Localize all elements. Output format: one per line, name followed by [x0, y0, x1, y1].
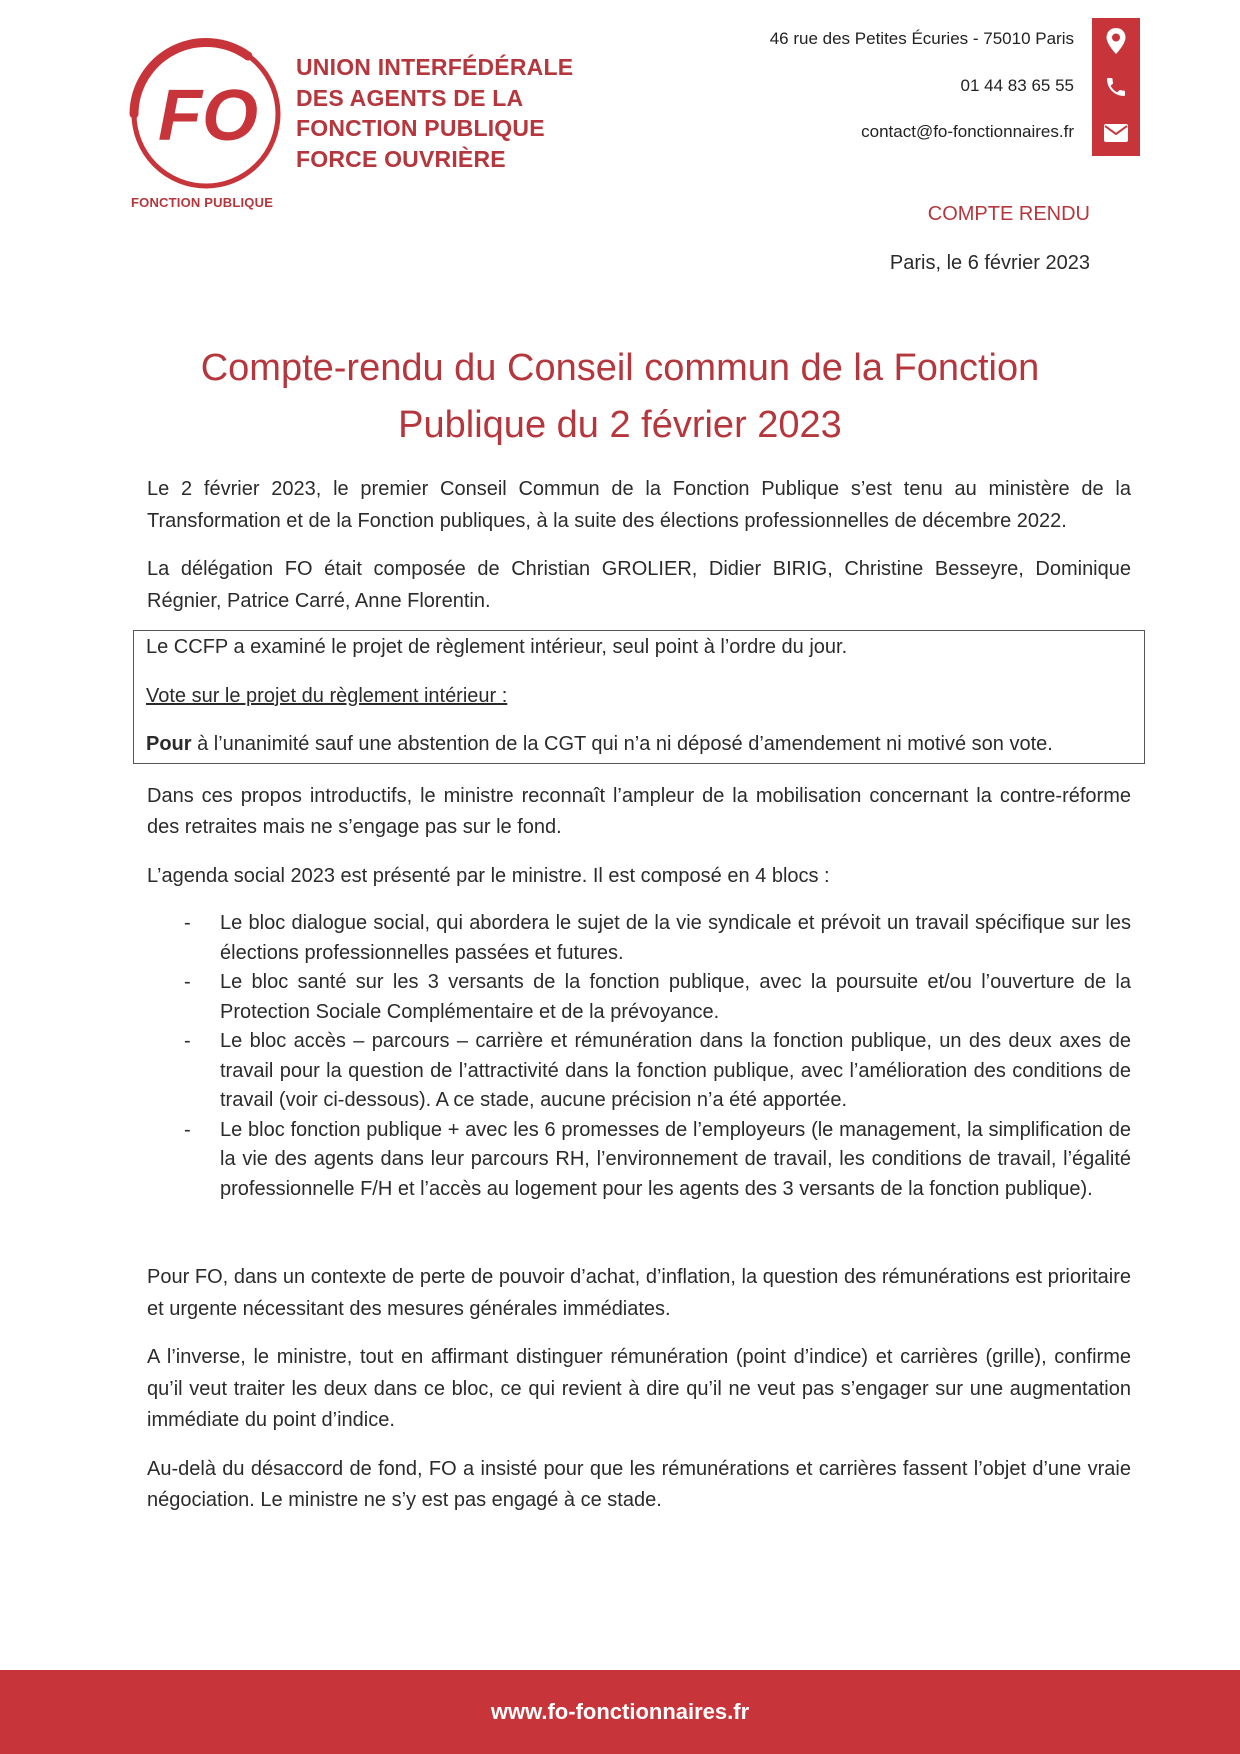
paragraph: Dans ces propos introductifs, le ministre reconnaît l’ampleur de la mobilisation concernant la contre-réforme des retraites mais ne s’engage pas sur le fond.	[147, 784, 1131, 838]
list-item	[147, 1027, 1131, 1116]
list-item-text: Le bloc accès – parcours – carrière et rémunération dans la fonction publique, un des deux axes de travail pour la question de l’attractivité dans la fonction publique, avec l’amélioration des conditions de travail (voir ci-dessous). A ce stade, aucune précision n’a été apportée.	[220, 1030, 1131, 1111]
list-item-text: Le bloc santé sur les 3 versants de la fonction publique, avec la poursuite et/ou l’ouverture de la Protection Sociale Complémentaire et de la prévoyance.	[220, 971, 1131, 1023]
org-name-line: FORCE OUVRIÈRE	[296, 145, 506, 172]
vote-heading-text: Vote sur le projet du règlement intérieur :	[146, 684, 508, 707]
bullet-dash: -	[184, 1118, 191, 1141]
paragraph: Au-delà du désaccord de fond, FO a insisté pour que les rémunérations et carrières fassent l’objet d’une vraie négociation. Le ministre ne s’y est pas engagé à ce stade.	[147, 1457, 1131, 1511]
fo-logo	[128, 36, 284, 192]
paragraph: Pour FO, dans un contexte de perte de pouvoir d’achat, d’inflation, la question des rémunérations est prioritaire et urgente nécessitant des mesures générales immédiates.	[147, 1266, 1131, 1320]
org-name	[296, 52, 626, 174]
document-date: Paris, le 6 février 2023	[889, 252, 1090, 274]
footer-url-link[interactable]: www.fo-fonctionnaires.fr	[490, 1699, 750, 1724]
contact-icons-bar	[1092, 18, 1140, 156]
list-item	[147, 968, 1131, 1027]
location-pin-icon	[1092, 18, 1140, 64]
framed-box	[133, 630, 1145, 764]
footer-bar	[0, 1670, 1240, 1754]
paragraph: La délégation FO était composée de Christian GROLIER, Didier BIRIG, Christine Besseyre, Dominique Régnier, Patrice Carré, Anne Florentin.	[147, 558, 1131, 612]
org-name-line: UNION INTERFÉDÉRALE	[296, 54, 574, 80]
paragraph: A l’inverse, le ministre, tout en affirmant distinguer rémunération (point d’indice) et carrières (grille), confirme qu’il veut traiter les deux dans ce bloc, ce qui revient à dire qu’il ne veut pas s’engager sur une augmentation immédiate du point d’indice.	[147, 1346, 1131, 1431]
org-name-line: FONCTION PUBLIQUE	[296, 115, 545, 141]
page-title	[150, 340, 1090, 454]
address: 46 rue des Petites Écuries - 75010 Paris	[769, 29, 1074, 48]
paragraph: Le 2 février 2023, le premier Conseil Commun de la Fonction Publique s’est tenu au ministère de la Transformation et de la Fonction publiques, à la suite des élections professionnelles de décembre 2022.	[147, 478, 1131, 532]
bullet-dash: -	[184, 912, 191, 934]
email-link[interactable]: contact@fo-fonctionnaires.fr	[861, 122, 1074, 141]
list-item-text: Le bloc fonction publique + avec les 6 promesses de l’employeurs (le management, la simplification de la vie des agents dans leur parcours RH, l’environnement de travail, les conditions de travail, l’égalité professionnelle F/H et l’accès au logement pour les agents des 3 versants de la fonction publique).	[220, 1118, 1131, 1200]
title-line: Publique du 2 février 2023	[398, 404, 842, 446]
vote-result-text: à l’unanimité sauf une abstention de la CGT qui n’a ni déposé d’amendement ni motivé son vote.	[191, 733, 1053, 755]
paragraph: L’agenda social 2023 est présenté par le ministre. Il est composé en 4 blocs :	[147, 864, 830, 887]
org-name-line: DES AGENTS DE LA	[296, 84, 524, 111]
bullet-dash: -	[184, 971, 191, 993]
body-content	[147, 474, 1131, 1534]
phone-icon	[1092, 64, 1140, 110]
list-item-text: Le bloc dialogue social, qui abordera le sujet de la vie syndicale et prévoit un travail spécifique sur les élections professionnelles passées et futures.	[220, 912, 1131, 964]
list-item	[147, 909, 1131, 968]
phone-number[interactable]: 01 44 83 65 55	[960, 76, 1074, 95]
vote-heading	[146, 681, 1132, 713]
mail-icon	[1092, 110, 1140, 156]
logo-letters: FO	[158, 76, 258, 156]
vote-result	[146, 729, 1132, 761]
bullet-dash: -	[184, 1030, 191, 1052]
title-line: Compte-rendu du Conseil commun de la Fonction	[200, 347, 1040, 389]
framed-line: Le CCFP a examiné le projet de règlement intérieur, seul point à l’ordre du jour.	[146, 636, 848, 658]
blocs-list	[147, 909, 1131, 1204]
document-type: COMPTE RENDU	[927, 203, 1090, 225]
logo-caption: FONCTION PUBLIQUE	[131, 195, 274, 210]
vote-result-bold: Pour	[146, 733, 192, 755]
list-item	[147, 1116, 1131, 1205]
